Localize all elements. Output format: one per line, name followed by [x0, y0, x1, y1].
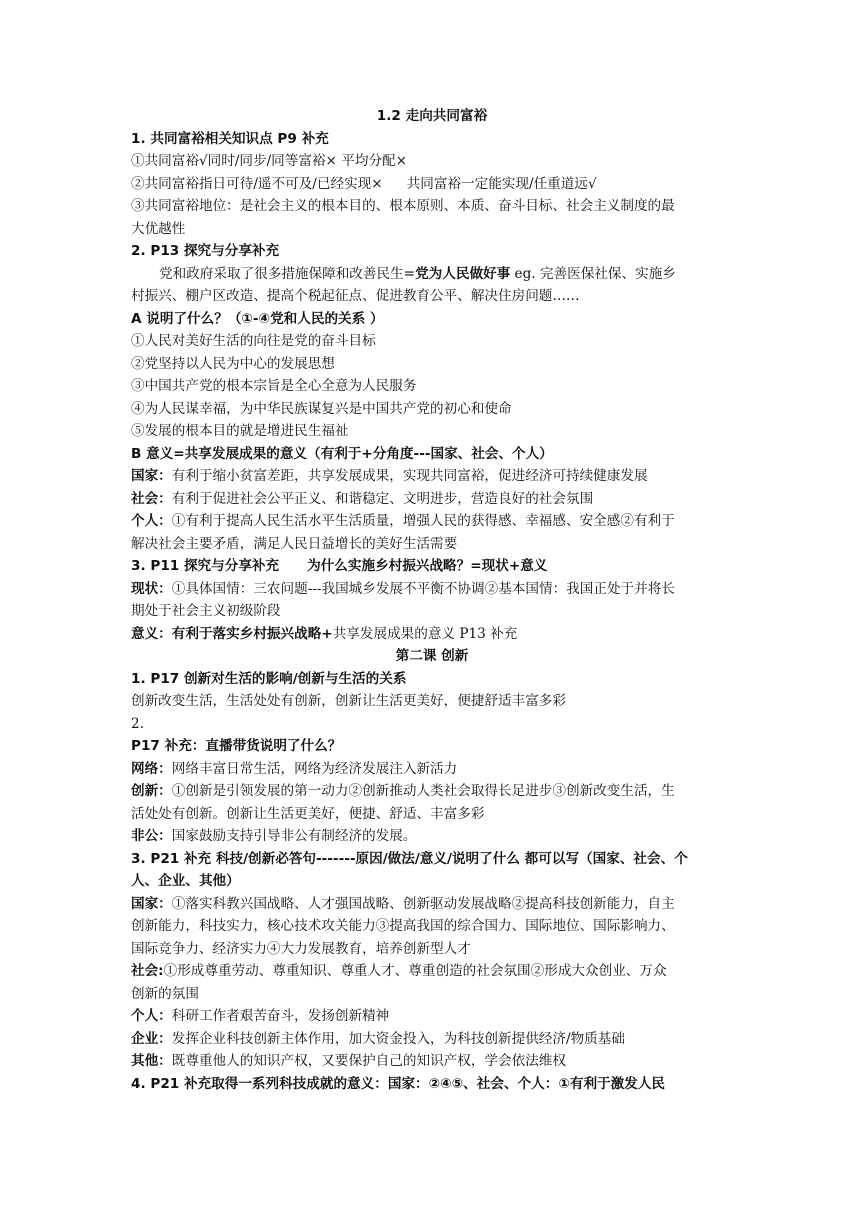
text-span: 科研工作者艰苦奋斗，发扬创新精神	[171, 1008, 390, 1024]
heading-4: 4. P21 补充取得一系列科技成就的意义：国家：②④⑤、社会、个人：①有利于激发人民	[131, 1075, 666, 1092]
text-line	[131, 1005, 733, 1028]
text-line: 国际竞争力、经济实力④大力发展教育，培养创新型人才	[131, 940, 471, 957]
bold-span: 意义：有利于落实乡村振兴战略+	[131, 625, 333, 642]
label-span: 个人：	[131, 513, 172, 529]
label-span: 非公：	[131, 828, 172, 844]
text-line	[131, 465, 733, 488]
heading-2: P17 补充：直播带货说明了什么？	[131, 738, 342, 754]
list-item: ③中国共产党的根本宗旨是全心全意为人民服务	[131, 378, 417, 394]
bold-span: 党为人民做好事	[415, 265, 511, 282]
text-span: ①具体国情：三农问题---我国城乡发展不平衡不协调②基本国情：我国正处于并将长	[171, 580, 675, 597]
text-line	[131, 623, 733, 646]
text-span: 有利于缩小贫富差距，共享发展成果，实现共同富裕，促进经济可持续健康发展	[171, 468, 648, 484]
text-line: ③共同富裕地位：是社会主义的根本目的、根本原则、本质、奋斗目标、社会主义制度的最	[131, 198, 675, 214]
text-span: 共享发展成果的意义 P13 补充	[332, 625, 518, 642]
text-line: 2.	[131, 715, 144, 732]
text-span: 国家鼓励支持引导非公有制经济的发展。	[171, 828, 417, 844]
heading-3: 3. P21 补充 科技/创新必答句-------原因/做法/意义/说明了什么 都可以写（国家、社会、个	[131, 850, 688, 867]
text-span: 既尊重他人的知识产权，又要保护自己的知识产权，学会依法维权	[171, 1053, 566, 1069]
text-span: 网络丰富日常生活，网络为经济发展注入新活力	[171, 760, 458, 777]
label-span: 社会:	[131, 963, 164, 979]
section-title-1-2: 1.2 走向共同富裕	[376, 108, 488, 124]
label-span: 现状：	[131, 580, 172, 597]
text-line: 创新的氛围	[131, 985, 199, 1002]
text-line	[131, 960, 733, 983]
label-span: 企业：	[131, 1030, 172, 1047]
label-span: 个人：	[131, 1008, 172, 1024]
text-line	[131, 825, 733, 848]
heading-3	[131, 555, 733, 578]
text-span: ①形成尊重劳动、尊重知识、尊重人才、尊重创造的社会氛围②形成大众创业、万众	[163, 963, 667, 979]
text-line	[131, 780, 733, 803]
text-span: ①落实科教兴国战略、人才强国战略、创新驱动发展战略②提高科技创新能力，自主	[171, 895, 675, 912]
text-line: 村振兴、棚户区改造、提高个税起征点、促进教育公平、解决住房问题……	[131, 288, 580, 304]
text-line	[131, 173, 733, 196]
text-span: 有利于促进社会公平正义、和谐稳定、文明进步，营造良好的社会氛围	[171, 490, 594, 507]
text-line	[131, 758, 733, 781]
heading-2: 2. P13 探究与分享补充	[131, 243, 280, 259]
text-line: 解决社会主要矛盾，满足人民日益增长的美好生活需要	[131, 535, 458, 552]
text-line: ①共同富裕√同时/同步/同等富裕× 平均分配×	[131, 153, 408, 169]
text-span: 共同富裕一定能实现/任重道远√	[406, 175, 597, 192]
list-item: ⑤发展的根本目的就是增进民生福祉	[131, 423, 349, 439]
text-line	[131, 510, 733, 533]
subheading-a: A 说明了什么？（①-④党和人民的关系 ）	[131, 310, 384, 327]
text-span: 为什么实施乡村振兴战略？=现状+意义	[307, 558, 548, 574]
text-span: 党和政府采取了很多措施保障和改善民生=	[159, 265, 416, 282]
text-line: 创新改变生活，生活处处有创新，创新让生活更美好，便捷舒适丰富多彩	[131, 693, 566, 709]
text-line	[131, 578, 733, 601]
document-body	[131, 105, 733, 1095]
label-span: 社会：	[131, 490, 172, 507]
text-line	[131, 488, 733, 511]
list-item: ②党坚持以人民为中心的发展思想	[131, 355, 335, 372]
text-span: ①创新是引领发展的第一动力②创新推动人类社会取得长足进步③创新改变生活，生	[171, 783, 675, 799]
text-line	[131, 1028, 733, 1051]
heading-1: 1. 共同富裕相关知识点 P9 补充	[131, 130, 329, 147]
text-line: 期处于社会主义初级阶段	[131, 603, 281, 619]
heading-1: 1. P17 创新对生活的影响/创新与生活的关系	[131, 670, 407, 687]
heading-3-cont: 人、企业、其他）	[131, 873, 240, 889]
label-span: 网络：	[131, 760, 172, 777]
text-span: eg. 完善医保社保、实施乡	[510, 265, 676, 282]
section-title-lesson-2: 第二课 创新	[395, 648, 469, 664]
text-span: 3. P11 探究与分享补充	[131, 558, 280, 574]
text-line: 活处处有创新。创新让生活更美好，便捷、舒适、丰富多彩	[131, 805, 485, 822]
label-span: 其他：	[131, 1053, 172, 1069]
text-line	[131, 893, 733, 916]
text-line	[131, 1050, 733, 1073]
paragraph-line	[131, 263, 733, 286]
list-item: ④为人民谋幸福，为中华民族谋复兴是中国共产党的初心和使命	[131, 400, 512, 417]
text-line: 大优越性	[131, 220, 186, 237]
text-span: ①有利于提高人民生活水平生活质量，增强人民的获得感、幸福感、安全感②有利于	[171, 513, 675, 529]
subheading-b: B 意义=共享发展成果的意义（有利于+分角度---国家、社会、个人）	[131, 445, 553, 462]
text-line: 创新能力，科技实力，核心技术攻关能力③提高我国的综合国力、国际地位、国际影响力、	[131, 918, 675, 934]
list-item: ①人民对美好生活的向往是党的奋斗目标	[131, 333, 376, 349]
label-span: 国家：	[131, 895, 172, 912]
label-span: 创新：	[131, 783, 172, 799]
text-span: ②共同富裕指日可待/遥不可及/已经实现×	[131, 175, 383, 192]
text-span: 发挥企业科技创新主体作用，加大资金投入，为科技创新提供经济/物质基础	[171, 1030, 625, 1047]
label-span: 国家：	[131, 468, 172, 484]
